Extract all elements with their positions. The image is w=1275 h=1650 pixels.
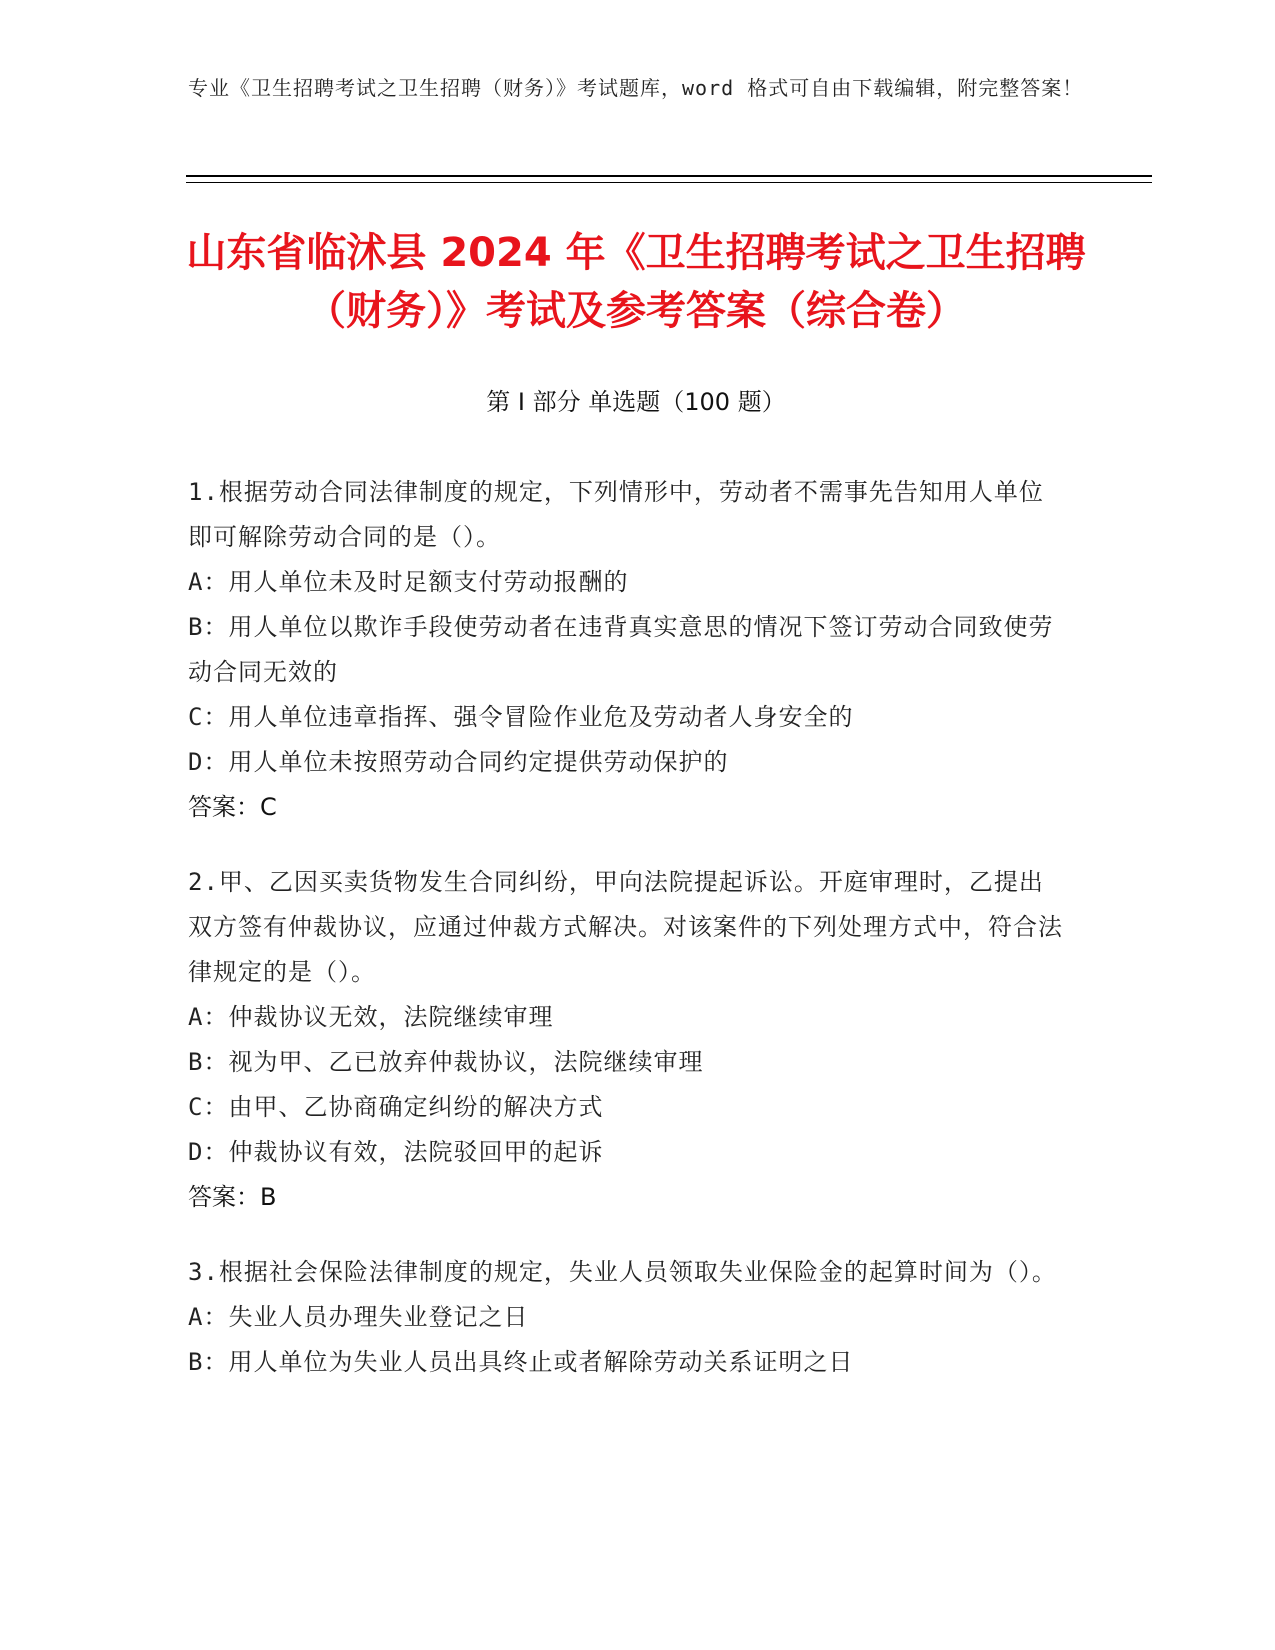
document-title: 山东省临沭县 2024 年《卫生招聘考试之卫生招聘（财务）》考试及参考答案（综合卷）: [186, 230, 1086, 334]
question-text: 1.根据劳动合同法律制度的规定，下列情形中，劳动者不需事先告知用人单位即可解除劳动合同的是（）。: [188, 478, 1044, 551]
option-b: B：用人单位以欺诈手段使劳动者在违背真实意思的情况下签订劳动合同致使劳动合同无效的: [188, 613, 1054, 686]
question-text: 2.甲、乙因买卖货物发生合同纠纷，甲向法院提起诉讼。开庭审理时，乙提出双方签有仲裁协议，应通过仲裁方式解决。对该案件的下列处理方式中，符合法律规定的是（）。: [188, 868, 1063, 986]
option-b: B：用人单位为失业人员出具终止或者解除劳动关系证明之日: [188, 1348, 854, 1376]
section-heading: 第 I 部分 单选题（100 题）: [486, 388, 786, 416]
header-rule-thin: [186, 182, 1152, 183]
answer: 答案：C: [188, 793, 277, 821]
option-a: A：仲裁协议无效，法院继续审理: [188, 1003, 554, 1031]
question-2: [188, 860, 1068, 1220]
option-a: A：用人单位未及时足额支付劳动报酬的: [188, 568, 629, 596]
option-a: A：失业人员办理失业登记之日: [188, 1303, 529, 1331]
answer: 答案：B: [188, 1183, 277, 1211]
header-note: 专业《卫生招聘考试之卫生招聘（财务）》考试题库，word 格式可自由下载编辑，附完整答案！: [188, 76, 1084, 100]
question-text: 3.根据社会保险法律制度的规定，失业人员领取失业保险金的起算时间为（）。: [188, 1258, 1057, 1286]
option-d: D：用人单位未按照劳动合同约定提供劳动保护的: [188, 748, 729, 776]
header-rule-thick: [186, 175, 1152, 177]
option-c: C：用人单位违章指挥、强令冒险作业危及劳动者人身安全的: [188, 703, 854, 731]
question-list: [188, 470, 1068, 1415]
option-b: B：视为甲、乙已放弃仲裁协议，法院继续审理: [188, 1048, 704, 1076]
question-1: [188, 470, 1068, 830]
question-3: [188, 1250, 1068, 1385]
option-c: C：由甲、乙协商确定纠纷的解决方式: [188, 1093, 604, 1121]
option-d: D：仲裁协议有效，法院驳回甲的起诉: [188, 1138, 604, 1166]
